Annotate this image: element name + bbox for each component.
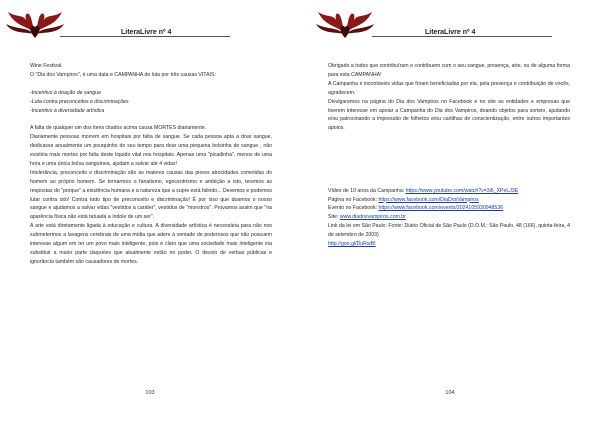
left-body-text <box>30 62 272 267</box>
paragraph: Divulgaremos na página do Dia dos Vampiros no Facebook e no site as entidades e empresas que tiverem interesse em apoiar a Campanha do Dia dos Vampiros, doando objetos para sorteio, ajudando e/ou patrocinando a impressão de folhetos e/ou cartilhas de conscientização, entre outros importantes apoios. <box>328 98 570 132</box>
video-link[interactable]: https://www.youtube.com/watch?v=3i6_XPeLJ3E <box>405 187 519 194</box>
video-link-label: Vídeo de 10 anos da Campanha: <box>328 187 406 194</box>
list-item: -Incentivo à diversidade artística <box>30 107 105 114</box>
site-link-line <box>328 213 570 222</box>
site-link[interactable]: www.diadosvampiros.com.br <box>339 214 406 221</box>
page-number: 103 <box>145 390 155 396</box>
site-link-label: Site: <box>328 214 340 221</box>
law-link[interactable]: http://goo.gl/DuRwBI <box>328 241 376 248</box>
header-rule <box>60 36 230 37</box>
facebook-page-link[interactable]: https://www.facebook.com/DiaDosVampiros <box>378 196 479 203</box>
winged-heart-logo-icon <box>4 4 66 44</box>
list-item: -Incentivo à doação de sangue <box>30 89 101 96</box>
paragraph: Obrigado a todos que contribuíram e contribuem com o seu sangue, presença, arte, ou de alguma forma para esta CAMPANHA! <box>328 63 570 78</box>
event-link-line <box>328 204 570 213</box>
law-source-text: Link da lei em São Paulo: Fonte: Diário Oficial de São Paulo (D.O.M.; São Paulo, 48 (166), quinta-feira, 4 de setembro de 2003) <box>328 223 570 239</box>
header-rule <box>372 36 552 37</box>
paragraph: Intolerância, preconceito e discriminação são as maiores causas das piores atrocidades cometidas do homem ao próprio homem. Se tornarmos o fanatismo, egocentrismo e ambição a isto, teremos as respostas do "porque" a existência humana e a natureza que a supre está falindo... Devemos e podemos lutar contra isto! Contra todo tipo de preconceito e discriminação! É por isso que doamos o nosso sangue e ajudamos a salvar vidas "vestidos a caráter", vestidos de "monstros". Provamos assim que "na aparência física não está tatuada a índole de um ser". <box>30 169 272 221</box>
paragraph: O "Dia dos Vampiros", é uma data e CAMPANHA de luta por três causas VITAIS: <box>30 71 216 78</box>
paragraph: A falta de qualquer um dos itens citados acima causa MORTES diariamente. <box>30 125 207 132</box>
paragraph: Wine Festival. <box>30 63 63 69</box>
facebook-link-label: Página no Facebook: <box>328 196 379 203</box>
paragraph: Diariamente pessoas morrem em hospitais por falta de sangue. Se cada pessoa apta a doar sangue, dedicasse anualmente um pouquinho do seu tempo para doar uma pequena bolsinha de sangue , não existiria mais mortes por falta deste líquido vital nos hospitais. Apenas uma "picadinha", menos de uma hora e uma única bolsa sanguínea, ajudam a salvar até 4 vidas! <box>30 134 272 167</box>
paragraph: A Campanha e incontáveis vidas que foram beneficiadas por ela, pela presença e contribuição de vocês, agradecem. <box>328 80 570 96</box>
right-page <box>300 0 600 424</box>
header-title: LiteraLivre nº 4 <box>121 29 172 36</box>
paragraph: A arte está diretamente ligada à educação e cultura. A diversidade artística é necessária para não nos submetermos a lavagens cerebrais de uma mídia que adere à vontade de poderosos que não possuem interesse algum em ter um povo mais inteligente, pois é claro que uma sociedade mais inteligente iria substituir a maior parte daqueles que atualmente estão no poder. O desvio de verbas públicas e ignorância também são causadores de mortes. <box>30 223 272 265</box>
page-number: 104 <box>445 390 455 396</box>
video-link-line <box>328 187 570 196</box>
list-item: -Luta contra preconceitos e discriminações <box>30 98 129 105</box>
header-title: LiteraLivre nº 4 <box>425 29 476 36</box>
event-link-label: Evento no Facebook: <box>328 205 379 212</box>
winged-heart-logo-icon <box>314 4 376 44</box>
facebook-event-link[interactable]: https://www.facebook.com/events/2024105930948536 <box>378 205 504 212</box>
facebook-link-line <box>328 196 570 205</box>
right-body-text <box>328 62 570 249</box>
